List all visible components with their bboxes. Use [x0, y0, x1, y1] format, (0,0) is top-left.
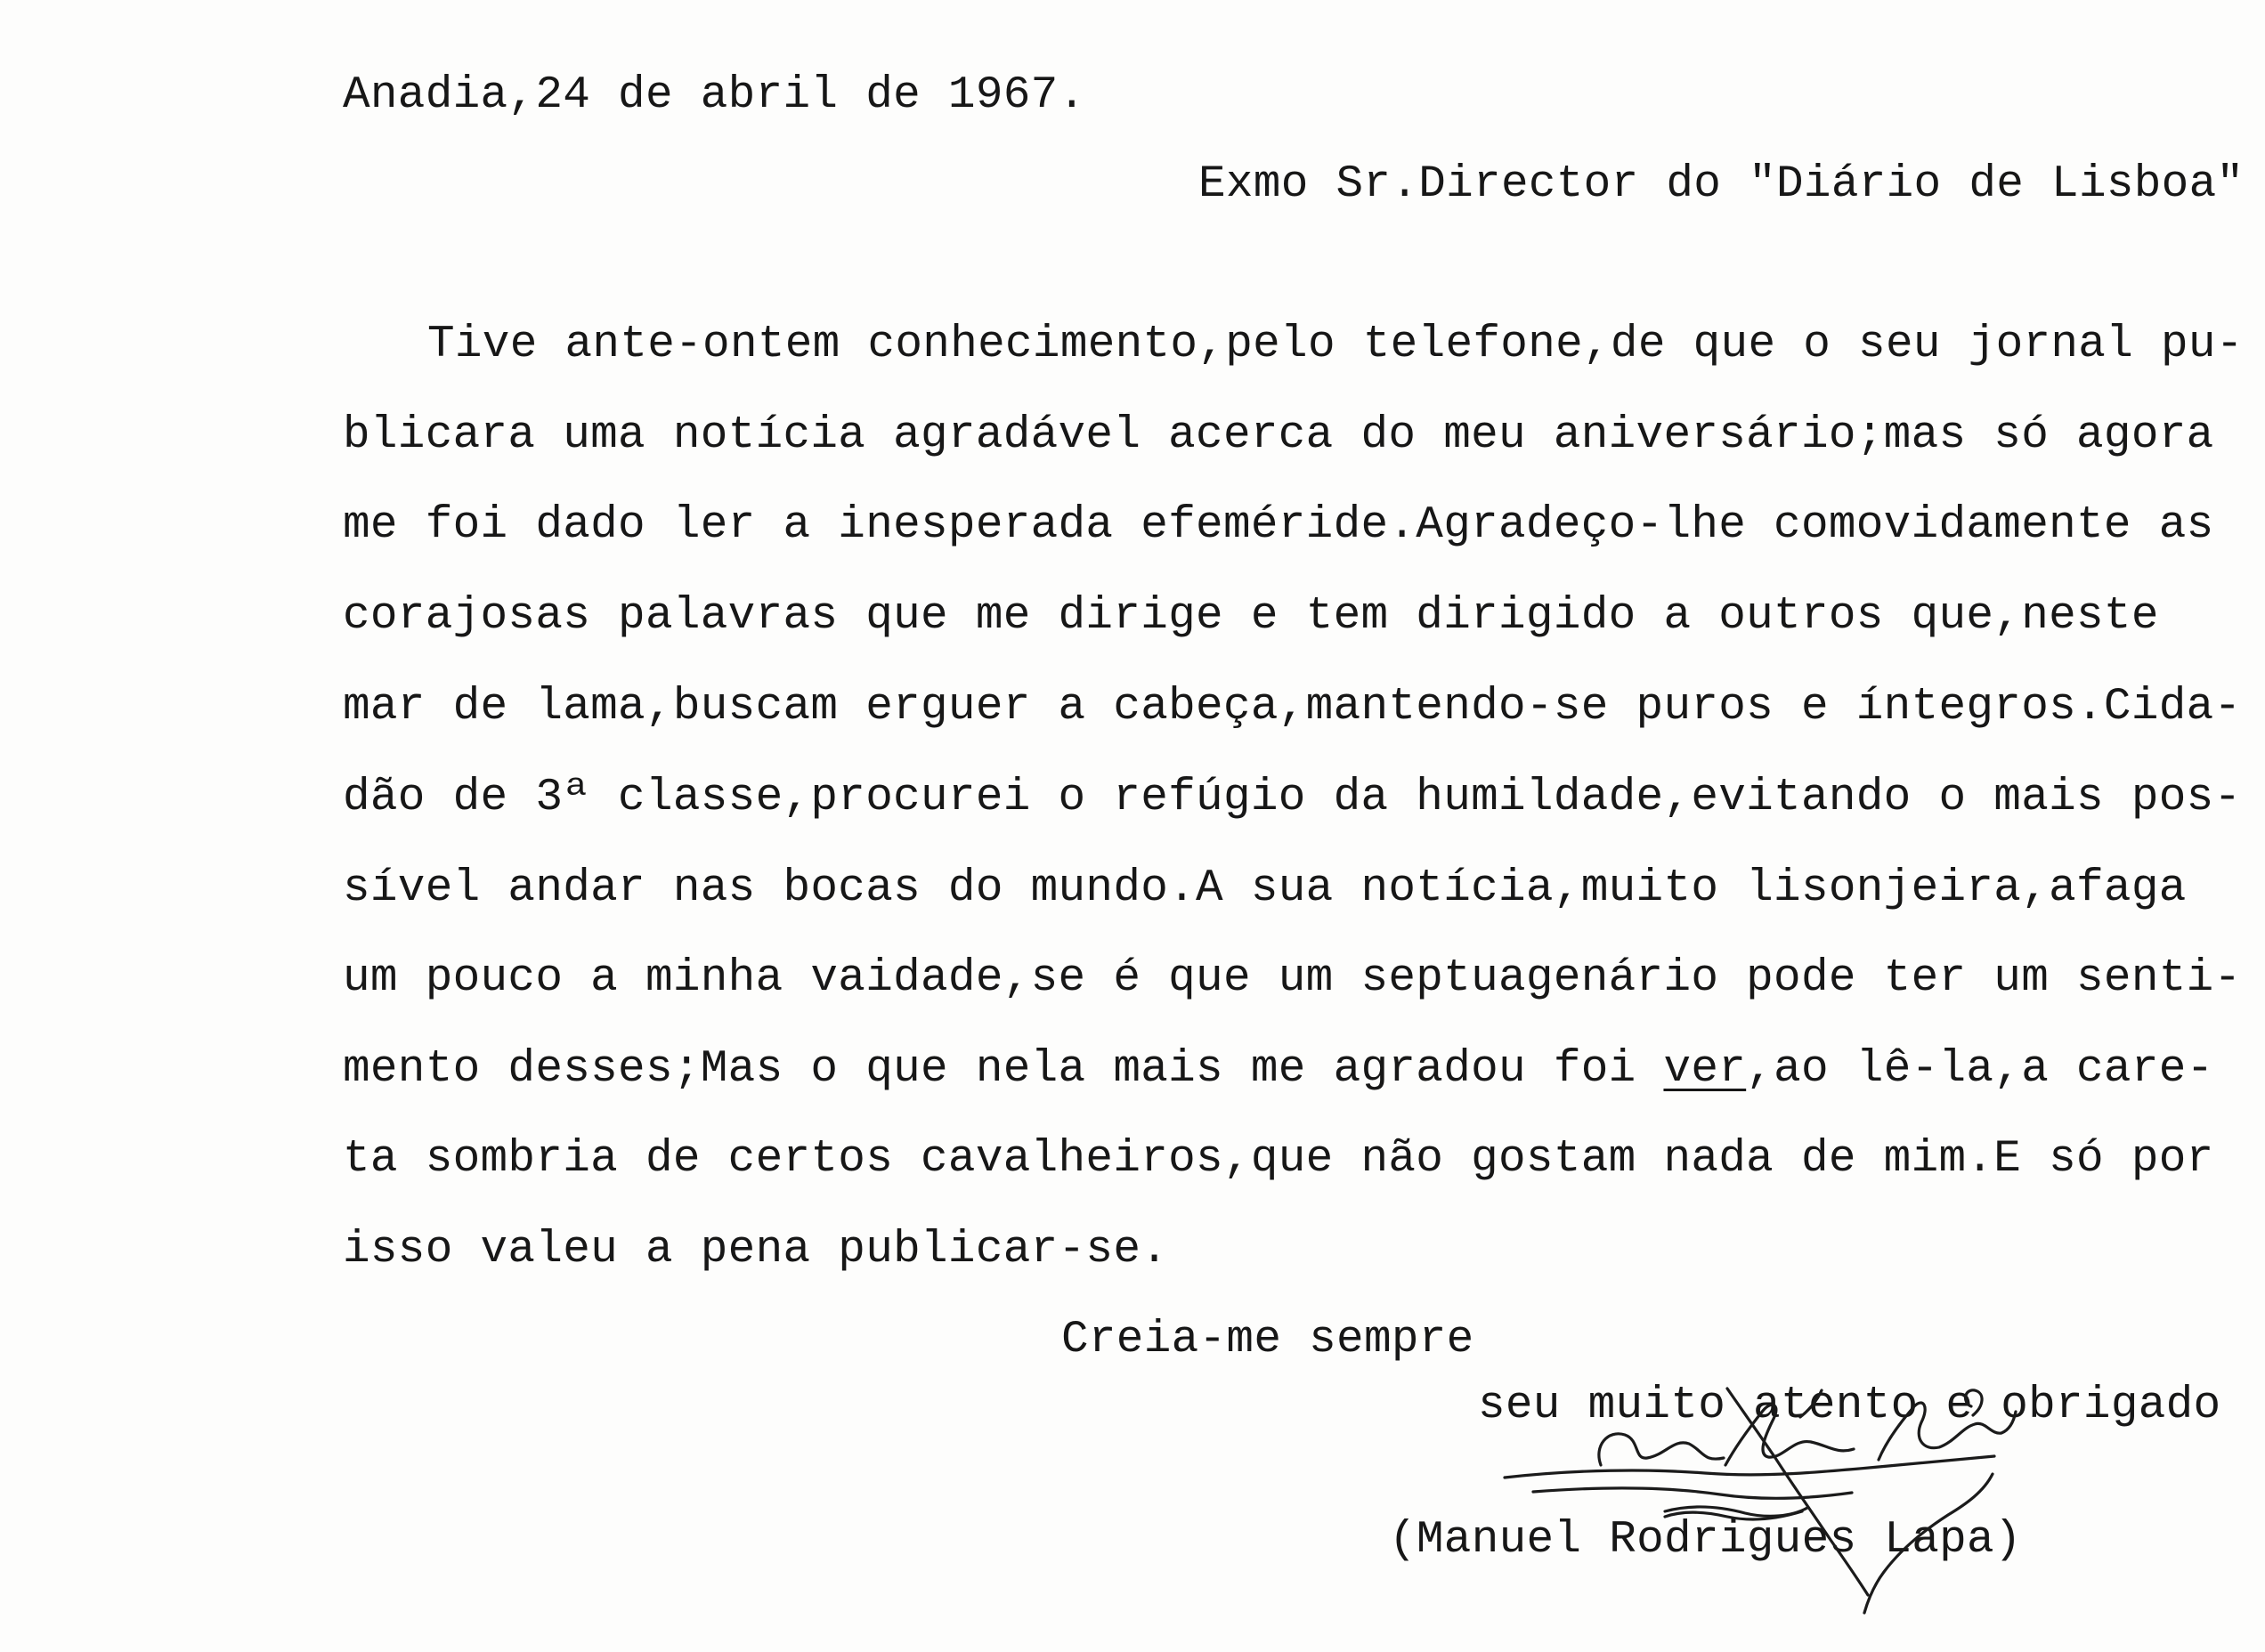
valediction-line: seu muito atento e obrigado: [1478, 1381, 2221, 1431]
typed-signature-name: (Manuel Rodrigues Lapa): [1389, 1515, 2022, 1566]
body-line-5: mar de lama,buscam erguer a cabeça,mantendo-se puros e íntegros.Cida-: [343, 682, 2242, 733]
body-line-2: blicara uma notícia agradável acerca do meu aniversário;mas só agora: [343, 410, 2214, 461]
body-line-6: dão de 3ª classe,procurei o refúgio da humildade,evitando o mais pos-: [343, 773, 2242, 823]
body-line-4: corajosas palavras que me dirige e tem dirigido a outros que,neste: [343, 591, 2159, 642]
place-date: Anadia,24 de abril de 1967.: [343, 70, 1086, 121]
closing-line: Creia-me sempre: [1061, 1315, 1474, 1365]
body-line-9-before: mento desses;Mas o que nela mais me agradou foi: [343, 1044, 1664, 1095]
body-line-3: me foi dado ler a inesperada efeméride.Agradeço-lhe comovidamente as: [343, 500, 2214, 551]
body-line-9: [343, 1044, 2214, 1095]
underlined-word-ver: ver: [1663, 1044, 1747, 1095]
body-line-1: Tive ante-ontem conhecimento,pelo telefone,de que o seu jornal pu-: [427, 320, 2244, 370]
body-line-10: ta sombria de certos cavalheiros,que não gostam nada de mim.E só por: [343, 1134, 2214, 1185]
recipient-line: Exmo Sr.Director do "Diário de Lisboa": [1198, 159, 2245, 210]
body-line-11: isso valeu a pena publicar-se.: [343, 1225, 1169, 1275]
body-line-7: sível andar nas bocas do mundo.A sua notícia,muito lisonjeira,afaga: [343, 863, 2187, 914]
body-line-8: um pouco a minha vaidade,se é que um septuagenário pode ter um senti-: [343, 953, 2242, 1004]
body-line-9-after: ,ao lê-la,a care-: [1746, 1044, 2214, 1095]
